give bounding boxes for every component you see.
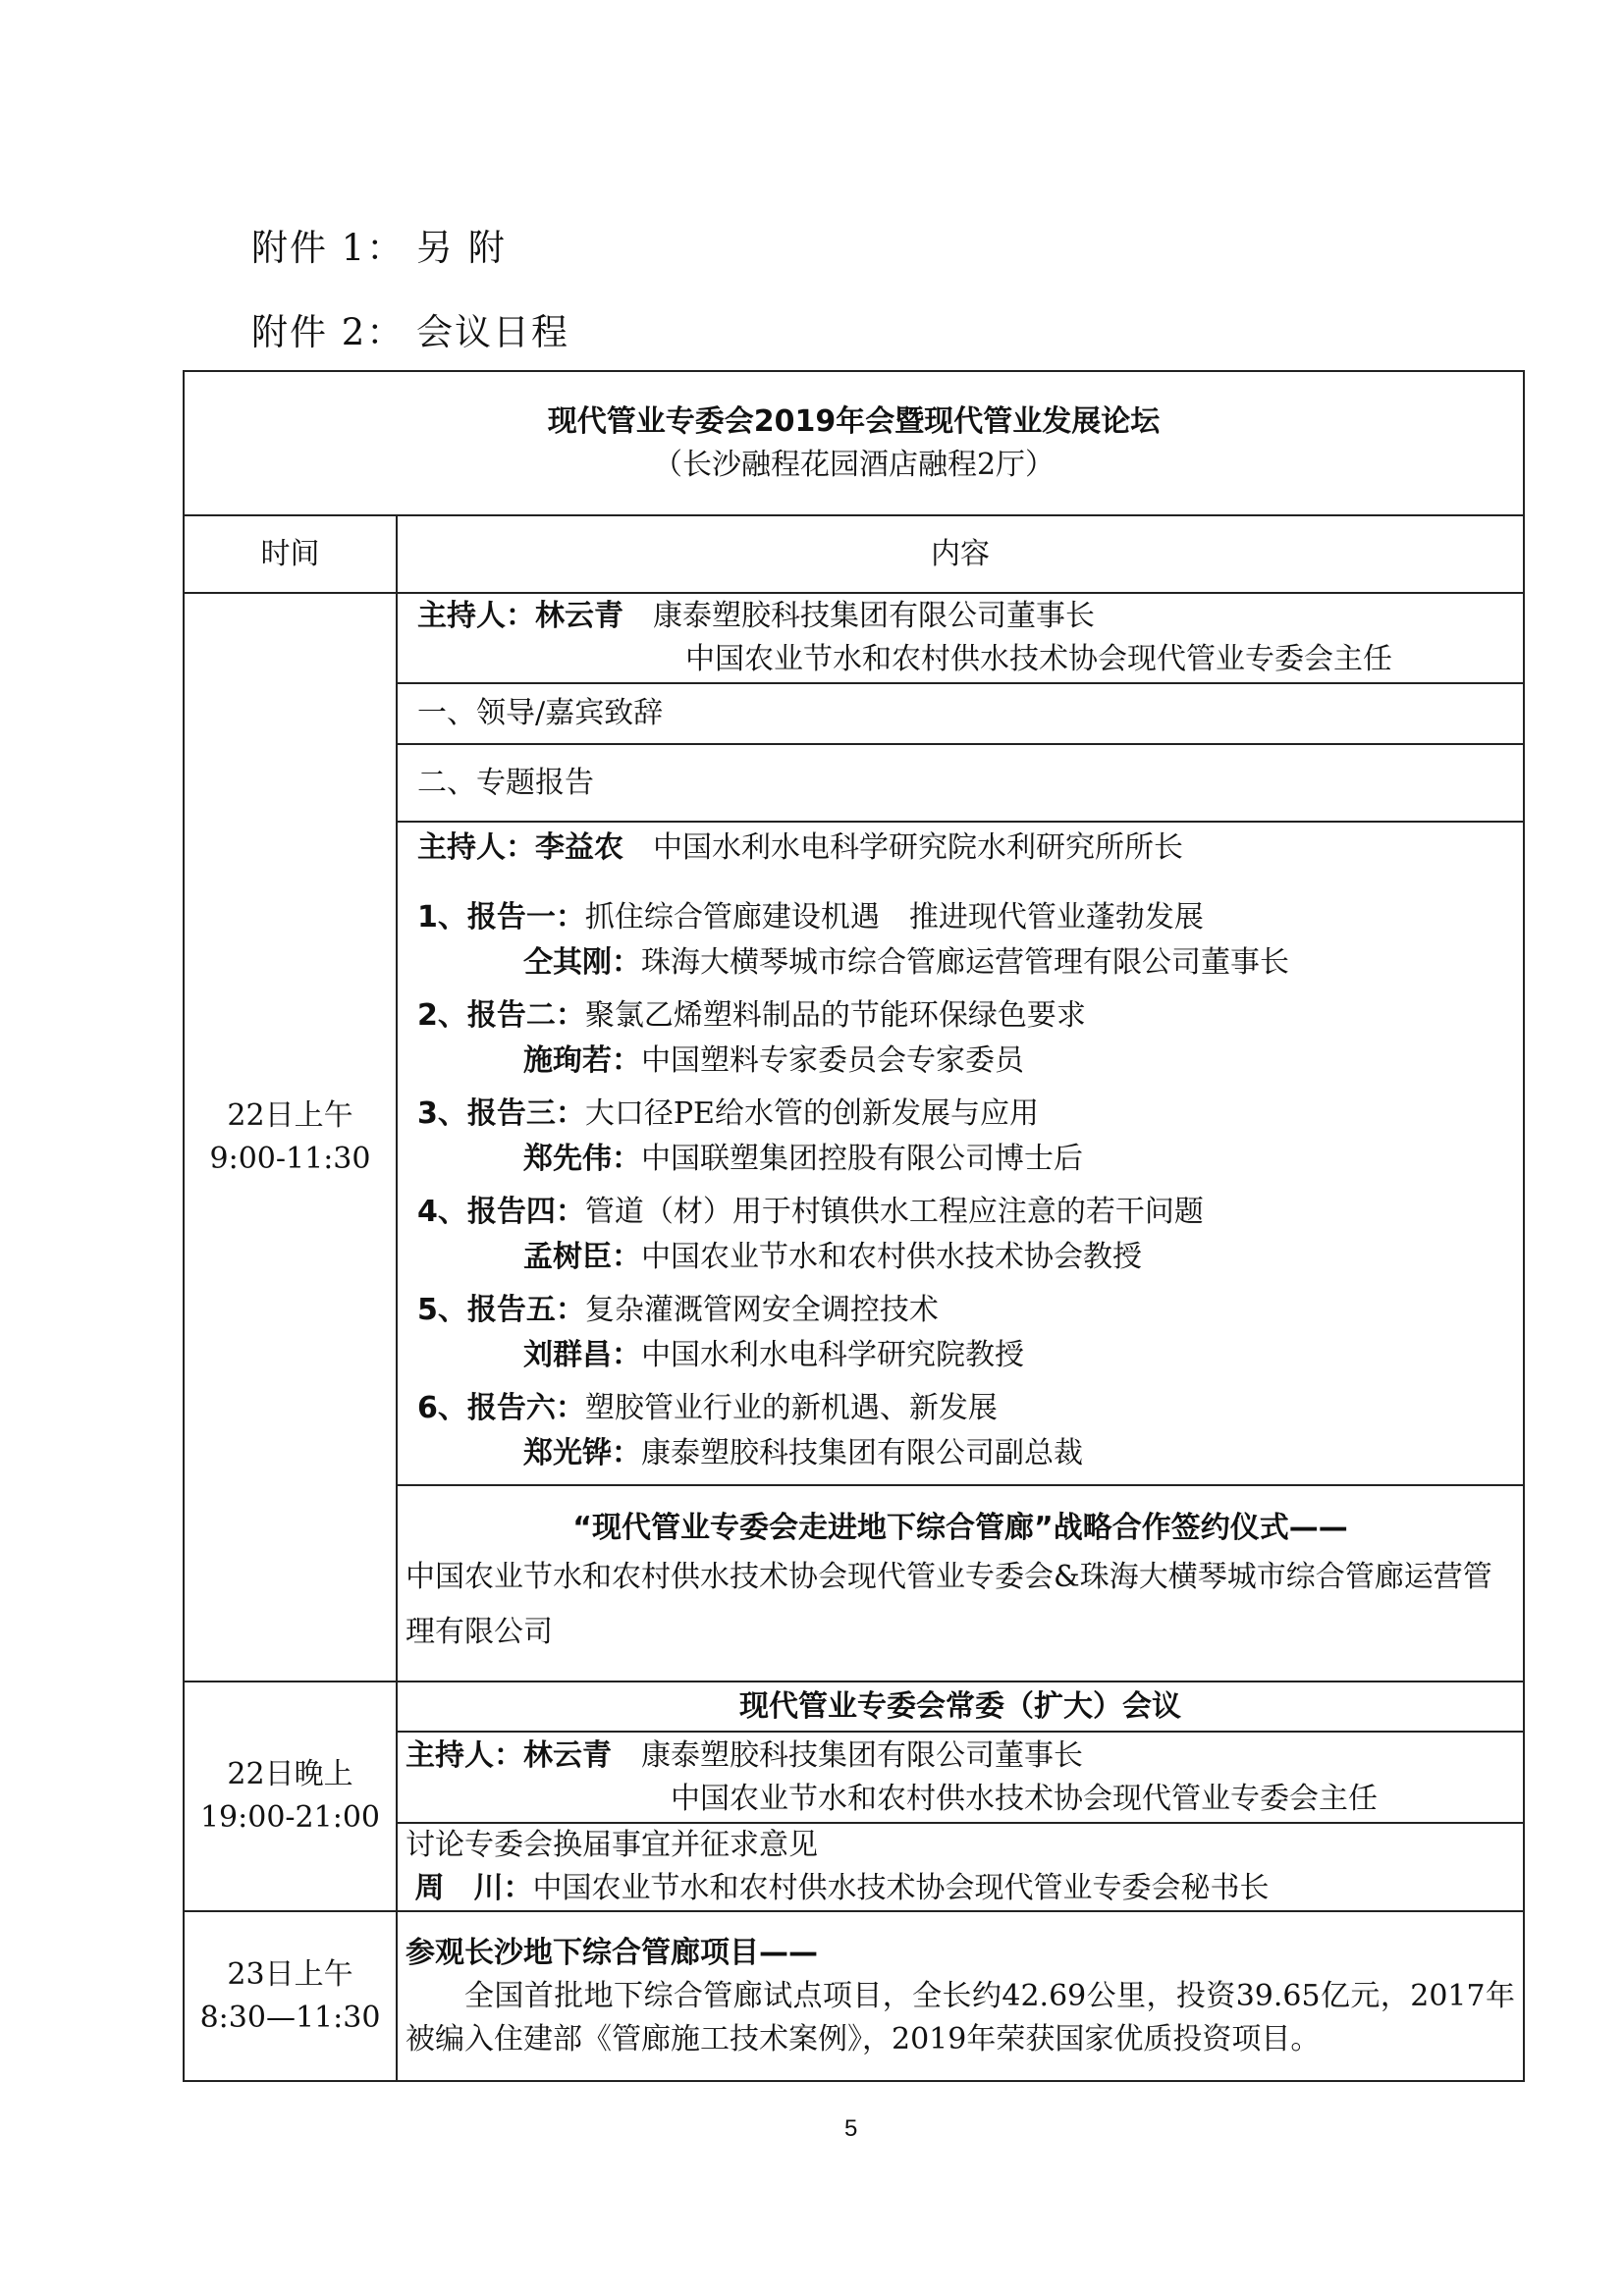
report-org: 中国塑料专家委员会专家委员 [641,1043,1024,1078]
evening-discussion: 讨论专委会换届事宜并征求意见 周 川：中国农业节水和农村供水技术协会现代管业专委会秘书长 [397,1823,1524,1911]
report-item [417,1288,1515,1378]
evening-host: 主持人：林云青 康泰塑胶科技集团有限公司董事长 中国农业节水和农村供水技术协会现代管业专委会主任 [397,1732,1524,1823]
report-title: 聚氯乙烯塑料制品的节能环保绿色要求 [584,998,1086,1033]
venue: （长沙融程花园酒店融程2厅） [652,447,1056,482]
report-item [417,993,1515,1084]
report-speaker: 施珣若： [523,1043,641,1078]
report-speaker: 郑先伟： [523,1142,641,1176]
report-speaker: 郑光铧： [523,1436,641,1470]
attachment-2: 附件 2： 会议日程 [251,311,569,353]
report-title: 大口径PE给水管的创新发展与应用 [584,1096,1039,1131]
signing-text: 中国农业节水和农村供水技术协会现代管业专委会&珠海大横琴城市综合管廊运营管理有限公司 [406,1560,1492,1649]
report-item [417,1190,1515,1280]
visit-cell: 参观长沙地下综合管廊项目—— 全国首批地下综合管廊试点项目，全长约42.69公里，投资39.65亿元，2017年被编入住建部《管廊施工技术案例》，2019年荣获国家优质投资项目。 [397,1911,1524,2081]
schedule-table [183,370,1525,2082]
table-title-cell [184,371,1524,515]
reports-cell: 主持人：李益农 中国水利水电科学研究院水利研究所所长 1、报告一：抓住综合管廊建设机遇 推进现代管业蓬勃发展 仝其刚：珠海大横琴城市综合管廊运营管理有限公司董事长 2、报告二：聚氯乙烯塑料制品的节能环保绿色要求 施珣若：中国塑料专家委员会专家委员 3、报告三：大口径PE给水管的创新发展与应用 郑先伟：中国联塑集团控股有限公司博士后 4、报告四：管道（材）用于村镇供水工程应注意的若干问题 孟树臣：中国农业节水和农村供水技术协会教授 5、报告五：复杂灌溉管网安全调控技术 刘群昌：中国水利水电科学研究院教授 6、报告六：塑胶管业行业的新机遇、新发展 郑光铧：康泰塑胶科技集团有限公司副总裁 [397,822,1524,1485]
report-org: 珠海大横琴城市综合管廊运营管理有限公司董事长 [641,945,1289,980]
report-title: 复杂灌溉管网安全调控技术 [584,1293,939,1327]
report-item [417,1092,1515,1182]
report-speaker: 刘群昌： [523,1338,641,1372]
report-number: 5、报告五： [417,1293,585,1327]
report-item [417,895,1515,986]
report-number: 6、报告六： [417,1391,585,1425]
report-item [417,1386,1515,1476]
report-org: 中国联塑集团控股有限公司博士后 [641,1142,1083,1176]
evening-title: 现代管业专委会常委（扩大）会议 [397,1682,1524,1732]
report-org: 中国农业节水和农村供水技术协会教授 [641,1240,1142,1274]
report-org: 康泰塑胶科技集团有限公司副总裁 [641,1436,1083,1470]
forum-title: 现代管业专委会2019年会暨现代管业发展论坛 [547,403,1161,439]
header-time: 时间 [184,515,397,593]
attachment-1: 附件 1： 另 附 [251,227,507,269]
report-title: 管道（材）用于村镇供水工程应注意的若干问题 [584,1195,1204,1229]
report-number: 3、报告三： [417,1096,585,1131]
signing-title: “现代管业专委会走进地下综合管廊”战略合作签约仪式—— [572,1511,1348,1545]
report-number: 1、报告一： [417,900,585,934]
signing-cell [397,1485,1524,1682]
report-title: 塑胶管业行业的新机遇、新发展 [584,1391,998,1425]
report-number: 2、报告二： [417,998,585,1033]
time-22-morning: 22日上午 9:00-11:30 [184,593,397,1682]
item-reports: 二、专题报告 [397,744,1524,822]
report-number: 4、报告四： [417,1195,585,1229]
time-22-evening: 22日晚上 19:00-21:00 [184,1682,397,1911]
report-org: 中国水利水电科学研究院教授 [641,1338,1024,1372]
page-number: 5 [844,2115,858,2142]
host-row: 主持人：林云青 康泰塑胶科技集团有限公司董事长 中国农业节水和农村供水技术协会现代管业专委会主任 [397,593,1524,683]
header-content: 内容 [397,515,1524,593]
report-title: 抓住综合管廊建设机遇 推进现代管业蓬勃发展 [584,900,1204,934]
item-speech: 一、领导/嘉宾致辞 [397,683,1524,744]
report-speaker: 仝其刚： [523,945,641,980]
report-speaker: 孟树臣： [523,1240,641,1274]
time-23-morning: 23日上午 8:30—11:30 [184,1911,397,2081]
